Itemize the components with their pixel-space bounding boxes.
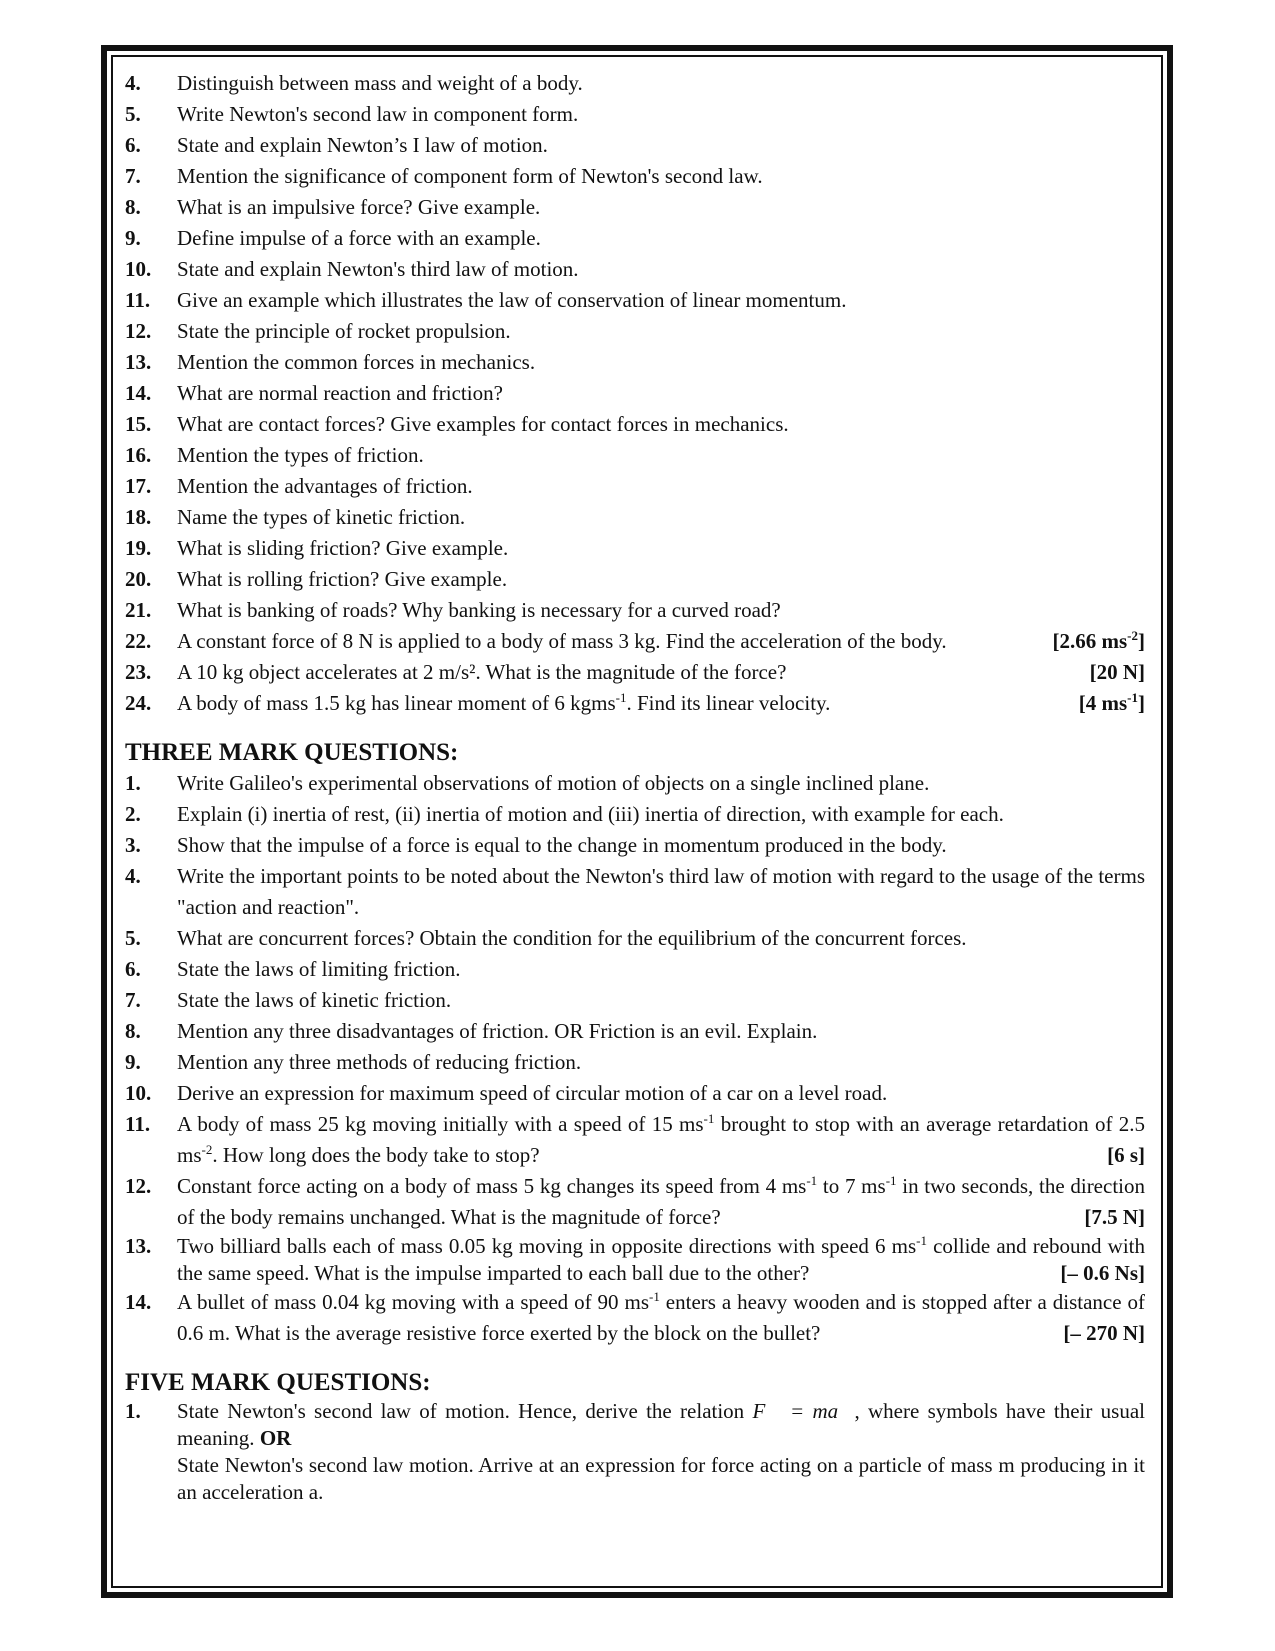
question-text xyxy=(177,1112,1145,1167)
question-text: State and explain Newton's third law of motion. xyxy=(177,257,579,281)
question-item xyxy=(125,409,1145,440)
question-item xyxy=(125,254,1145,285)
question-text-part: A body of mass 25 kg moving initially with a speed of 15 ms xyxy=(177,1112,704,1136)
question-text xyxy=(177,1234,1145,1285)
question-item xyxy=(125,1047,1145,1078)
question-item xyxy=(125,923,1145,954)
answer-exponent: -1 xyxy=(1127,690,1138,705)
question-number: 16. xyxy=(125,443,152,467)
unit-exponent: -1 xyxy=(885,1173,897,1188)
unit-exponent: -1 xyxy=(806,1173,818,1188)
question-number: 10. xyxy=(125,257,152,281)
question-number: 7. xyxy=(125,988,141,1012)
answer-key: [6 s] xyxy=(1107,1143,1145,1167)
answer-text: [4 ms xyxy=(1078,691,1128,715)
question-number: 11. xyxy=(125,288,151,312)
question-item xyxy=(125,985,1145,1016)
answer-bracket: ] xyxy=(1138,691,1145,715)
question-text: What are concurrent forces? Obtain the condition for the equilibrium of the concurrent forces. xyxy=(177,926,967,950)
question-text: Explain (i) inertia of rest, (ii) inertia of motion and (iii) inertia of direction, with example for each. xyxy=(177,802,1004,826)
question-item xyxy=(125,595,1145,626)
question-item xyxy=(125,830,1145,861)
question-text: What are contact forces? Give examples for contact forces in mechanics. xyxy=(177,412,789,436)
question-text: State the principle of rocket propulsion. xyxy=(177,319,511,343)
question-text: Name the types of kinetic friction. xyxy=(177,505,466,529)
answer-key: [7.5 N] xyxy=(1084,1205,1145,1229)
answer-exponent: -2 xyxy=(1127,628,1138,643)
question-number: 14. xyxy=(125,381,152,405)
question-number: 19. xyxy=(125,536,152,560)
question-text-part: . Find its linear velocity. xyxy=(626,691,831,715)
question-text: State and explain Newton’s I law of motion. xyxy=(177,133,548,157)
question-text: Mention the types of friction. xyxy=(177,443,424,467)
question-item xyxy=(125,440,1145,471)
question-text: Mention any three disadvantages of friction. OR Friction is an evil. Explain. xyxy=(177,1019,818,1043)
question-text: A 10 kg object accelerates at 2 m/s². What is the magnitude of the force? xyxy=(177,660,787,684)
question-number: 11. xyxy=(125,1112,151,1136)
answer-key: [– 0.6 Ns] xyxy=(1060,1261,1145,1285)
question-item xyxy=(125,1287,1145,1349)
question-text-part: brought to stop with an average retardation of 2.5 ms xyxy=(177,1112,1146,1167)
question-number: 2. xyxy=(125,802,141,826)
question-item xyxy=(125,533,1145,564)
question-text: What is rolling friction? Give example. xyxy=(177,567,508,591)
five-mark-list xyxy=(125,1398,1145,1506)
question-text xyxy=(177,1290,1145,1345)
question-text: Distinguish between mass and weight of a body. xyxy=(177,71,583,95)
question-item xyxy=(125,768,1145,799)
question-item xyxy=(125,223,1145,254)
formula: F⃗ = ma⃗ xyxy=(752,1399,855,1423)
question-number: 5. xyxy=(125,926,141,950)
question-number: 7. xyxy=(125,164,141,188)
question-text: What is banking of roads? Why banking is necessary for a curved road? xyxy=(177,598,781,622)
question-text: What are normal reaction and friction? xyxy=(177,381,503,405)
question-text: Show that the impulse of a force is equal to the change in momentum produced in the body. xyxy=(177,833,947,857)
question-number: 4. xyxy=(125,71,141,95)
question-item xyxy=(125,378,1145,409)
question-number: 5. xyxy=(125,102,141,126)
two-mark-list xyxy=(125,68,1145,719)
question-item xyxy=(125,1171,1145,1233)
question-item xyxy=(125,564,1145,595)
unit-exponent: -1 xyxy=(916,1233,927,1248)
question-text-part: State Newton's second law motion. Arrive at an expression for force acting on a particle of mass m producing in it an acceleration a. xyxy=(177,1453,1145,1504)
question-text: Derive an expression for maximum speed of circular motion of a car on a level road. xyxy=(177,1081,888,1105)
question-text: State the laws of kinetic friction. xyxy=(177,988,452,1012)
question-item xyxy=(125,657,1145,688)
question-item xyxy=(125,99,1145,130)
question-item xyxy=(125,1078,1145,1109)
answer-key xyxy=(1052,626,1145,657)
question-number: 22. xyxy=(125,629,152,653)
question-text-part: Two billiard balls each of mass 0.05 kg moving in opposite directions with speed 6 ms xyxy=(177,1234,917,1258)
question-number: 9. xyxy=(125,1050,141,1074)
question-text xyxy=(177,691,830,715)
question-text: Mention the common forces in mechanics. xyxy=(177,350,536,374)
question-text xyxy=(177,1399,1145,1504)
question-number: 1. xyxy=(125,771,141,795)
answer-text: [2.66 ms xyxy=(1052,629,1128,653)
question-text-part: enters a heavy wooden and is stopped after a distance of 0.6 m. What is the average resistive force exerted by the block on the bullet? xyxy=(177,1290,1146,1345)
section-heading-five-mark: FIVE MARK QUESTIONS: xyxy=(125,1369,431,1396)
question-number: 12. xyxy=(125,1174,152,1198)
question-sheet xyxy=(125,68,1145,1506)
question-number: 23. xyxy=(125,660,152,684)
question-item xyxy=(125,68,1145,99)
question-text-part: A body of mass 1.5 kg has linear moment of 6 kgms xyxy=(177,691,616,715)
question-text: Mention the advantages of friction. xyxy=(177,474,473,498)
question-text: Mention any three methods of reducing friction. xyxy=(177,1050,582,1074)
question-text-part: to 7 ms xyxy=(817,1174,886,1198)
question-item xyxy=(125,688,1145,719)
question-number: 10. xyxy=(125,1081,152,1105)
question-text: Give an example which illustrates the law of conservation of linear momentum. xyxy=(177,288,847,312)
question-item xyxy=(125,161,1145,192)
answer-key: [– 270 N] xyxy=(1063,1321,1145,1345)
question-text-part: , where symbols have their usual meaning. xyxy=(177,1399,1145,1450)
question-number: 20. xyxy=(125,567,152,591)
question-item xyxy=(125,130,1145,161)
question-item xyxy=(125,861,1145,923)
question-text: Write Galileo's experimental observations of motion of objects on a single inclined plane. xyxy=(177,771,930,795)
question-item xyxy=(125,1016,1145,1047)
unit-exponent: -1 xyxy=(703,1111,715,1126)
unit-exponent: -1 xyxy=(649,1289,660,1304)
question-number: 4. xyxy=(125,864,141,888)
question-item xyxy=(125,1109,1145,1171)
question-number: 15. xyxy=(125,412,152,436)
question-number: 6. xyxy=(125,957,141,981)
question-number: 14. xyxy=(125,1290,152,1314)
question-number: 17. xyxy=(125,474,152,498)
question-item xyxy=(125,799,1145,830)
question-text: A constant force of 8 N is applied to a body of mass 3 kg. Find the acceleration of the body. xyxy=(177,629,947,653)
question-number: 8. xyxy=(125,1019,141,1043)
question-item xyxy=(125,285,1145,316)
answer-bracket: ] xyxy=(1138,629,1145,653)
question-item xyxy=(125,192,1145,223)
question-item xyxy=(125,316,1145,347)
question-number: 13. xyxy=(125,350,152,374)
question-number: 3. xyxy=(125,833,141,857)
question-item xyxy=(125,1398,1145,1506)
question-text xyxy=(177,1174,1145,1229)
question-item xyxy=(125,502,1145,533)
question-number: 1. xyxy=(125,1399,141,1423)
question-item xyxy=(125,626,1145,657)
question-text-part: . How long does the body take to stop? xyxy=(212,1143,540,1167)
question-item xyxy=(125,347,1145,378)
question-text: What is sliding friction? Give example. xyxy=(177,536,509,560)
question-text-part: in two seconds, the direction of the body remains unchanged. What is the magnitude of force? xyxy=(177,1174,1145,1229)
question-text-part: Constant force acting on a body of mass 5 kg changes its speed from 4 ms xyxy=(177,1174,807,1198)
question-item xyxy=(125,471,1145,502)
question-text-part: collide and rebound with the same speed. What is the impulse imparted to each ball due to the other? xyxy=(177,1234,1145,1285)
question-text: What is an impulsive force? Give example. xyxy=(177,195,541,219)
question-number: 18. xyxy=(125,505,152,529)
question-text: Mention the significance of component form of Newton's second law. xyxy=(177,164,763,188)
question-number: 6. xyxy=(125,133,141,157)
answer-key xyxy=(1079,688,1145,719)
question-number: 24. xyxy=(125,691,152,715)
question-number: 21. xyxy=(125,598,152,622)
question-text: State the laws of limiting friction. xyxy=(177,957,461,981)
three-mark-list xyxy=(125,768,1145,1349)
answer-key: [20 N] xyxy=(1089,660,1145,684)
question-number: 12. xyxy=(125,319,152,343)
question-item xyxy=(125,1233,1145,1287)
question-text: Define impulse of a force with an example. xyxy=(177,226,541,250)
unit-exponent: -1 xyxy=(615,690,627,705)
question-text-part: A bullet of mass 0.04 kg moving with a speed of 90 ms xyxy=(177,1290,649,1314)
question-number: 13. xyxy=(125,1234,152,1258)
question-item xyxy=(125,954,1145,985)
question-text-part: State Newton's second law of motion. Hence, derive the relation xyxy=(177,1399,745,1423)
or-label: OR xyxy=(259,1426,292,1450)
unit-exponent: -2 xyxy=(201,1142,213,1157)
section-heading-three-mark: THREE MARK QUESTIONS: xyxy=(125,739,459,766)
question-text: Write the important points to be noted about the Newton's third law of motion with regard to the usage of the terms "action and reaction". xyxy=(177,864,1145,919)
question-number: 9. xyxy=(125,226,141,250)
question-number: 8. xyxy=(125,195,141,219)
question-text: Write Newton's second law in component form. xyxy=(177,102,579,126)
